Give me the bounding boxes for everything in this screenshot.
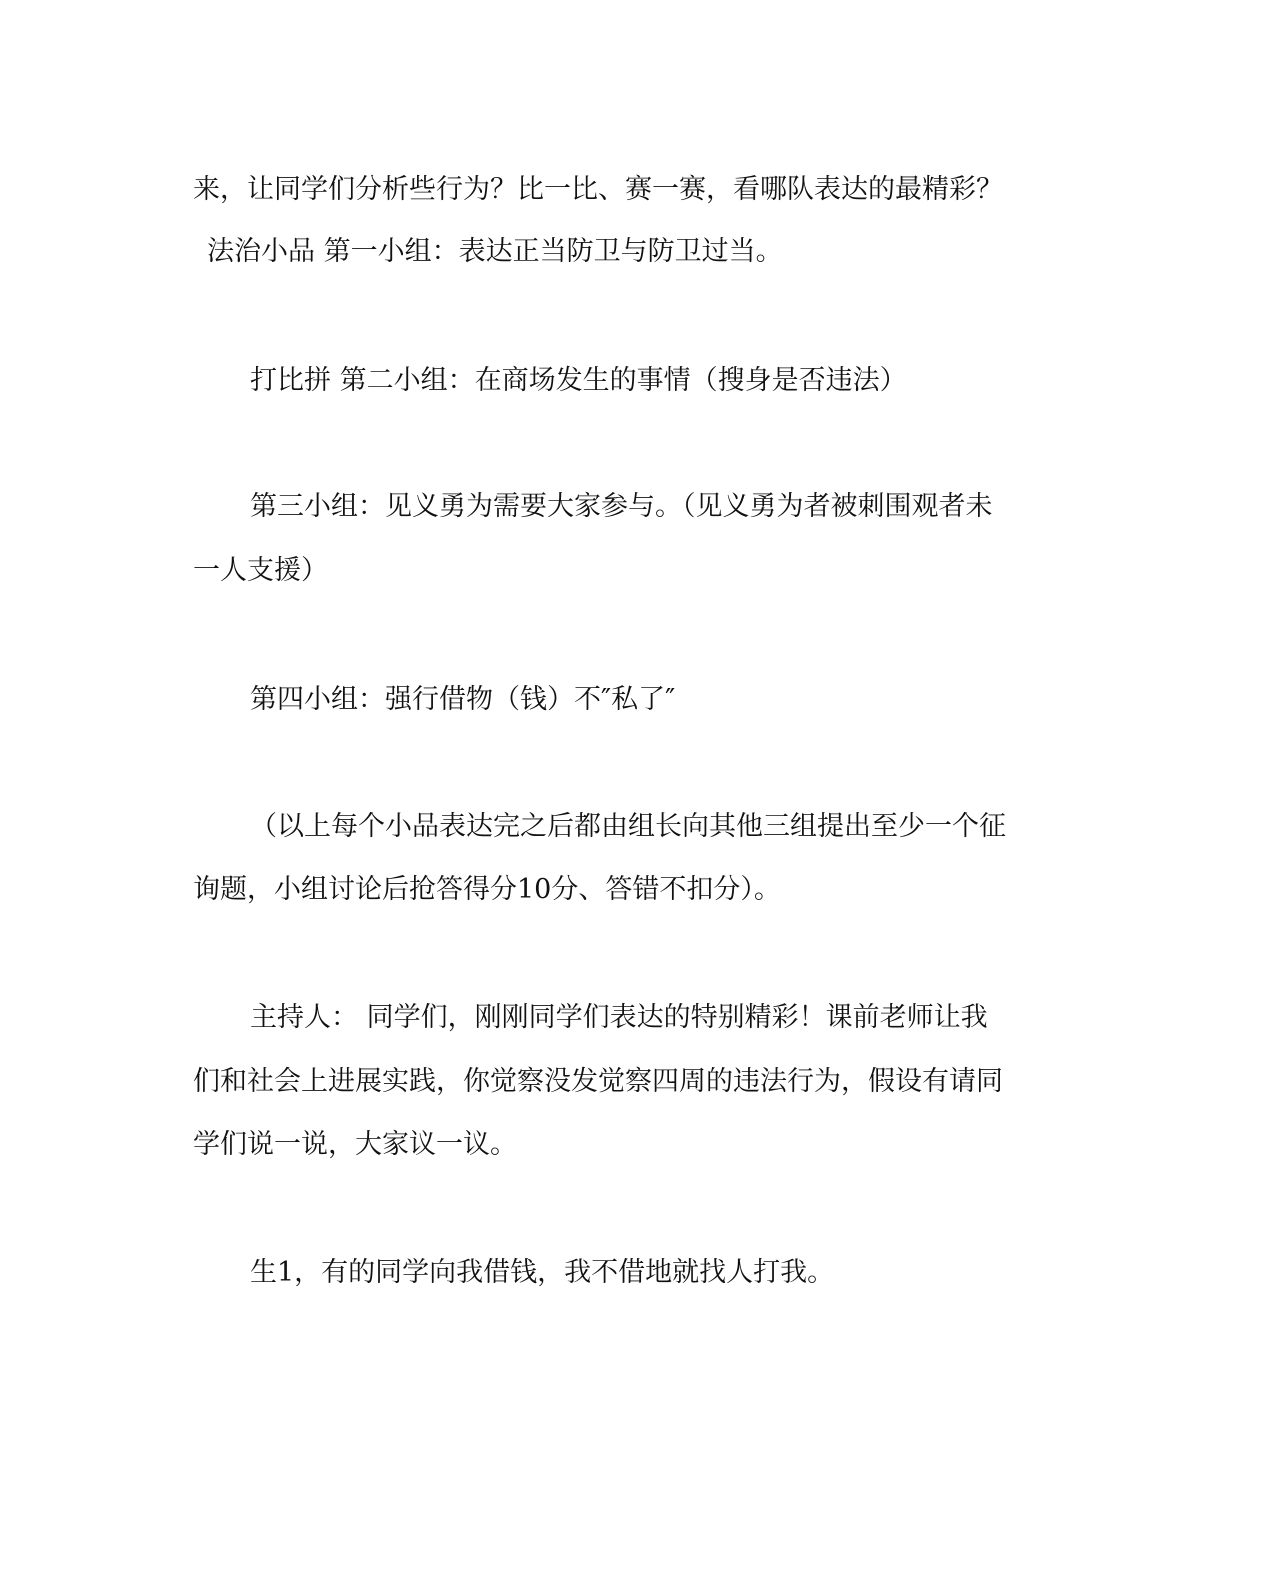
text-line-7: （以上每个小品表达完之后都由组长向其他三组提出至少一个征 [250, 811, 1006, 842]
text-line-8: 询题，小组讨论后抢答得分10分、答错不扣分）。 [193, 874, 781, 905]
text-line-1: 来，让同学们分析些行为？比一比、赛一赛，看哪队表达的最精彩？ [193, 174, 1003, 205]
text-line-10: 们和社会上进展实践，你觉察没发觉察四周的违法行为，假设有请同 [193, 1066, 1003, 1097]
text-line-2: 法治小品 第一小组：表达正当防卫与防卫过当。 [207, 236, 783, 267]
text-line-9: 主持人： 同学们，刚刚同学们表达的特别精彩！课前老师让我 [250, 1002, 988, 1033]
text-line-11: 学们说一说，大家议一议。 [193, 1129, 517, 1160]
text-line-3: 打比拼 第二小组：在商场发生的事情（搜身是否违法） [250, 365, 907, 396]
text-line-12: 生1，有的同学向我借钱，我不借地就找人打我。 [250, 1257, 835, 1288]
text-line-6: 第四小组：强行借物（钱）不″私了″ [250, 684, 676, 715]
text-line-5: 一人支援） [193, 555, 328, 586]
text-line-4: 第三小组：见义勇为需要大家参与。（见义勇为者被刺围观者未 [250, 491, 993, 522]
